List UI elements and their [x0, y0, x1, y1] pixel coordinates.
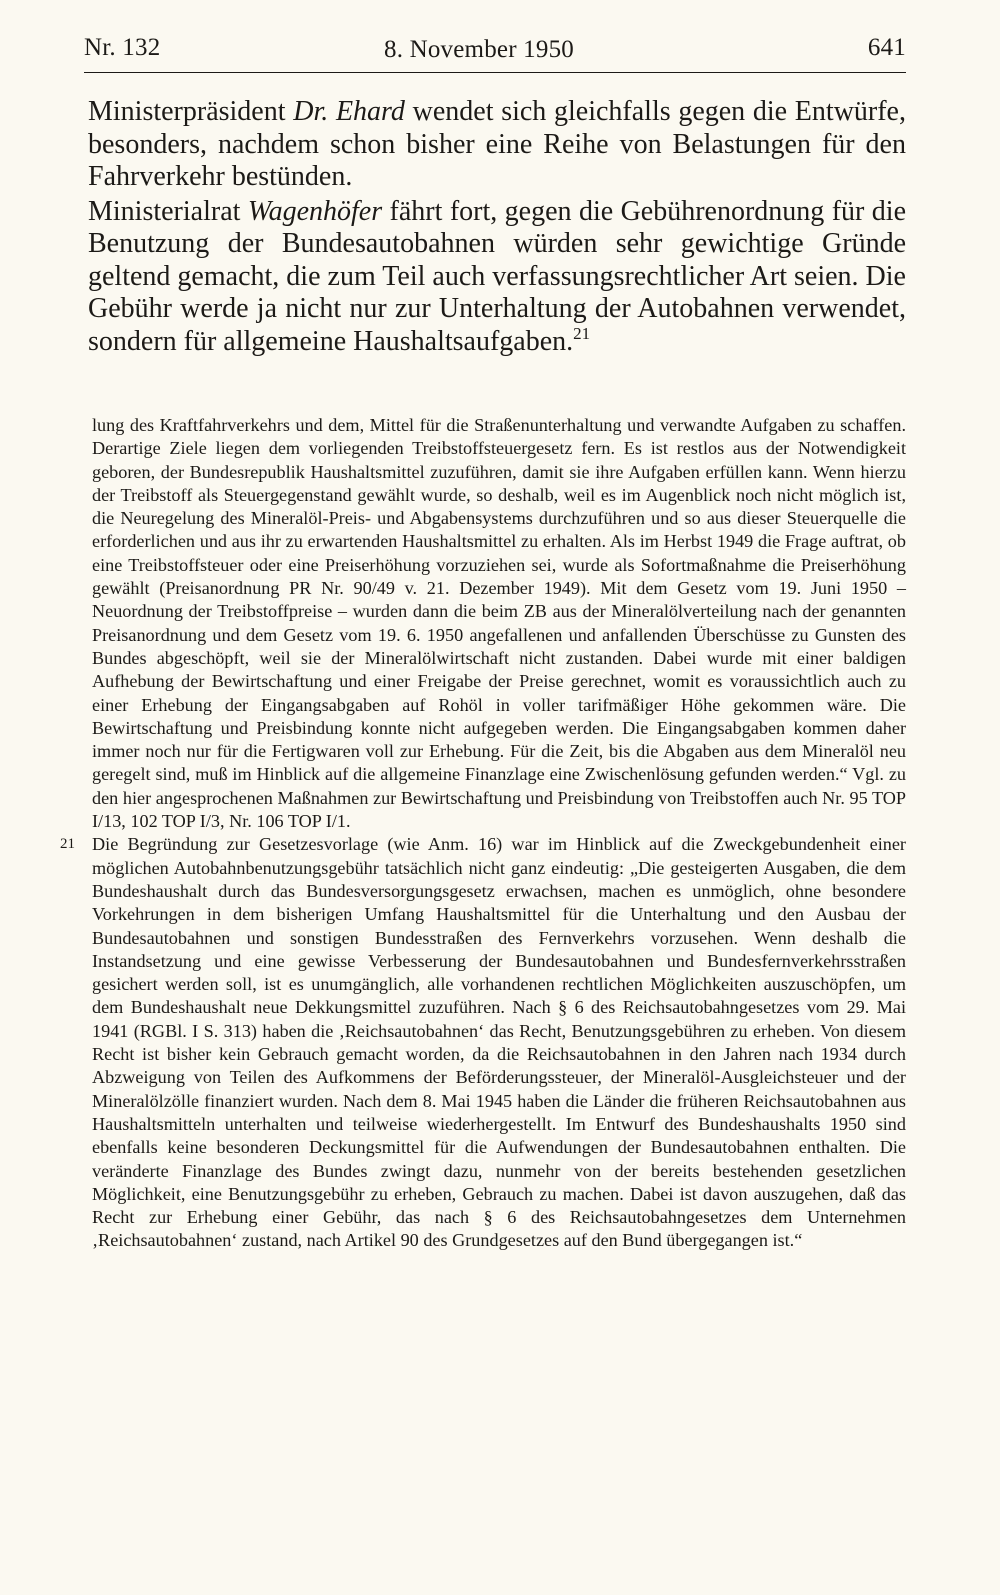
paragraph-wagenhoefer-text: fährt fort, gegen die Gebührenordnung für die Benutzung der Bundesautobahnen würden sehr gewichtige Gründe geltend gemacht, die zum Teil auch verfassungsrechtlicher Art seien. Die Gebühr werde ja nicht nur zur Unterhaltung der Autobahnen verwendet, sondern für allgemeine Haushaltsaufgaben.	[88, 195, 906, 357]
main-text	[88, 96, 906, 358]
paragraph-wagenhoefer-lead: Ministerialrat	[88, 195, 248, 227]
speaker-name-ehard: Dr. Ehard	[293, 96, 405, 127]
footnote-21-text: Die Begründung zur Gesetzesvorlage (wie Anm. 16) war im Hinblick auf die Zweckgebundenheit einer möglichen Autobahnbenutzungsgebühr tatsächlich nicht ganz eindeutig: „Die gesteigerten Ausgaben, die dem Bundeshaushalt durch das Bundesversorgungsgesetz erwachsen, machen es unmöglich, ohne besondere Vorkehrungen in dem bisherigen Umfang Haushaltsmittel für die Unterhaltung und den Ausbau der Bundesautobahnen und sonstigen Bundesstraßen des Fernverkehrs vorzusehen. Wenn deshalb die Instandsetzung und eine gewisse Verbesserung der Bundesautobahnen und Bundesfernverkehrsstraßen gesichert werden soll, ist es unumgänglich, alle vorhandenen rechtlichen Möglichkeiten auszuschöpfen, um dem Bundeshaushalt neue Dekkungsmittel zuzuführen. Nach § 6 des Reichsautobahngesetzes vom 29. Mai 1941 (RGBl. I S. 313) haben die ‚Reichsautobahnen‘ das Recht, Benutzungsgebühren zu erheben. Von diesem Recht ist bisher kein Gebrauch gemacht worden, da die Reichsautobahnen in den Jahren nach 1934 durch Abzweigung von Teilen des Aufkommens der Beförderungssteuer, der Mineralöl-Ausgleichsteuer und der Mineralölzölle finanziert wurden. Nach dem 8. Mai 1945 haben die Länder die früheren Reichsautobahnen aus Haushaltsmitteln unterhalten und teilweise wiederhergestellt. Im Entwurf des Bundeshaushalts 1950 sind ebenfalls keine besonderen Deckungsmittel für die Aufwendungen der Bundesautobahnen enthalten. Die veränderte Finanzlage des Bundes zwingt dazu, nunmehr von der bereits bestehenden gesetzlichen Möglichkeit, eine Benutzungsgebühr zu erheben, Gebrauch zu machen. Dabei ist davon auszugehen, daß das Recht zur Erhebung einer Gebühr, das nach § 6 des Reichsautobahngesetzes dem Unternehmen ‚Reichsautobahnen‘ zustand, nach Artikel 90 des Grundgesetzes auf den Bund übergegangen ist.“	[92, 834, 906, 1251]
paragraph-ehard-lead: Ministerpräsident	[88, 96, 294, 127]
footnote-ref-21: 21	[573, 323, 591, 343]
footnotes	[60, 414, 906, 1253]
footnote-21-number: 21	[60, 836, 75, 853]
footnote-21	[60, 833, 906, 1252]
header-rule	[84, 72, 906, 73]
page-number: 641	[867, 34, 906, 61]
paragraph-ehard	[88, 96, 906, 194]
footnote-continued: lung des Kraftfahrverkehrs und dem, Mittel für die Straßenunterhaltung und verwandte Aufgaben zu schaffen. Derartige Ziele liegen dem vorliegenden Treibstoffsteuergesetz fern. Es ist restlos aus der Notwendigkeit geboren, der Bundesrepublik Haushaltsmittel zuzuführen, damit sie ihre Aufgaben erfüllen kann. Wenn hierzu der Treibstoff als Steuergegenstand gewählt wurde, so deshalb, weil es im Augenblick noch nicht möglich ist, die Neuregelung des Mineralöl-Preis- und Abgabensystems durchzuführen und so aus dieser Steuerquelle die erforderlichen und aus ihr zu erwartenden Haushaltsmittel zu erhalten. Als im Herbst 1949 die Frage auftrat, ob eine Treibstoffsteuer oder eine Preiserhöhung vorzuziehen sei, wurde als Sofortmaßnahme die Preiserhöhung gewählt (Preisanordnung PR Nr. 90/49 v. 21. Dezember 1949). Mit dem Gesetz vom 19. Juni 1950 – Neuordnung der Treibstoffpreise – wurden dann die beim ZB aus der Mineralölverteilung nach der genannten Preisanordnung und dem Gesetz vom 19. 6. 1950 angefallenen und anfallenden Überschüsse zu Gunsten des Bundes abgeschöpft, weil sie der Mineralölwirtschaft nicht zustanden. Dabei wurde mit einer baldigen Aufhebung der Bewirtschaftung und einer Freigabe der Preise gerechnet, womit es voraussichtlich auch zu einer Erhebung der Eingangsabgaben auf Rohöl in voller tarifmäßiger Höhe gekommen wäre. Die Bewirtschaftung und Preisbindung konnte nicht aufgegeben werden. Die Eingangsabgaben kommen daher immer noch nur für die Fertigwaren voll zur Erhebung. Für die Zeit, bis die Abgaben aus dem Mineralöl neu geregelt sind, muß im Hinblick auf die allgemeine Finanzlage eine Zwischenlösung gefunden werden.“ Vgl. zu den hier angesprochenen Maßnahmen zur Bewirtschaftung und Preisbindung von Treibstoffen auch Nr. 95 TOP I/13, 102 TOP I/3, Nr. 106 TOP I/1.	[92, 415, 906, 832]
running-head	[84, 34, 906, 62]
paragraph-ehard-text: wendet sich gleichfalls gegen die Entwürfe, besonders, nachdem schon bisher eine Reihe von Belastungen für den Fahrverkehr bestünden.	[88, 96, 906, 192]
issue-number: Nr. 132	[84, 34, 161, 61]
session-date: 8. November 1950	[384, 36, 574, 63]
paragraph-wagenhoefer	[88, 196, 906, 359]
speaker-name-wagenhoefer: Wagenhöfer	[247, 195, 383, 227]
